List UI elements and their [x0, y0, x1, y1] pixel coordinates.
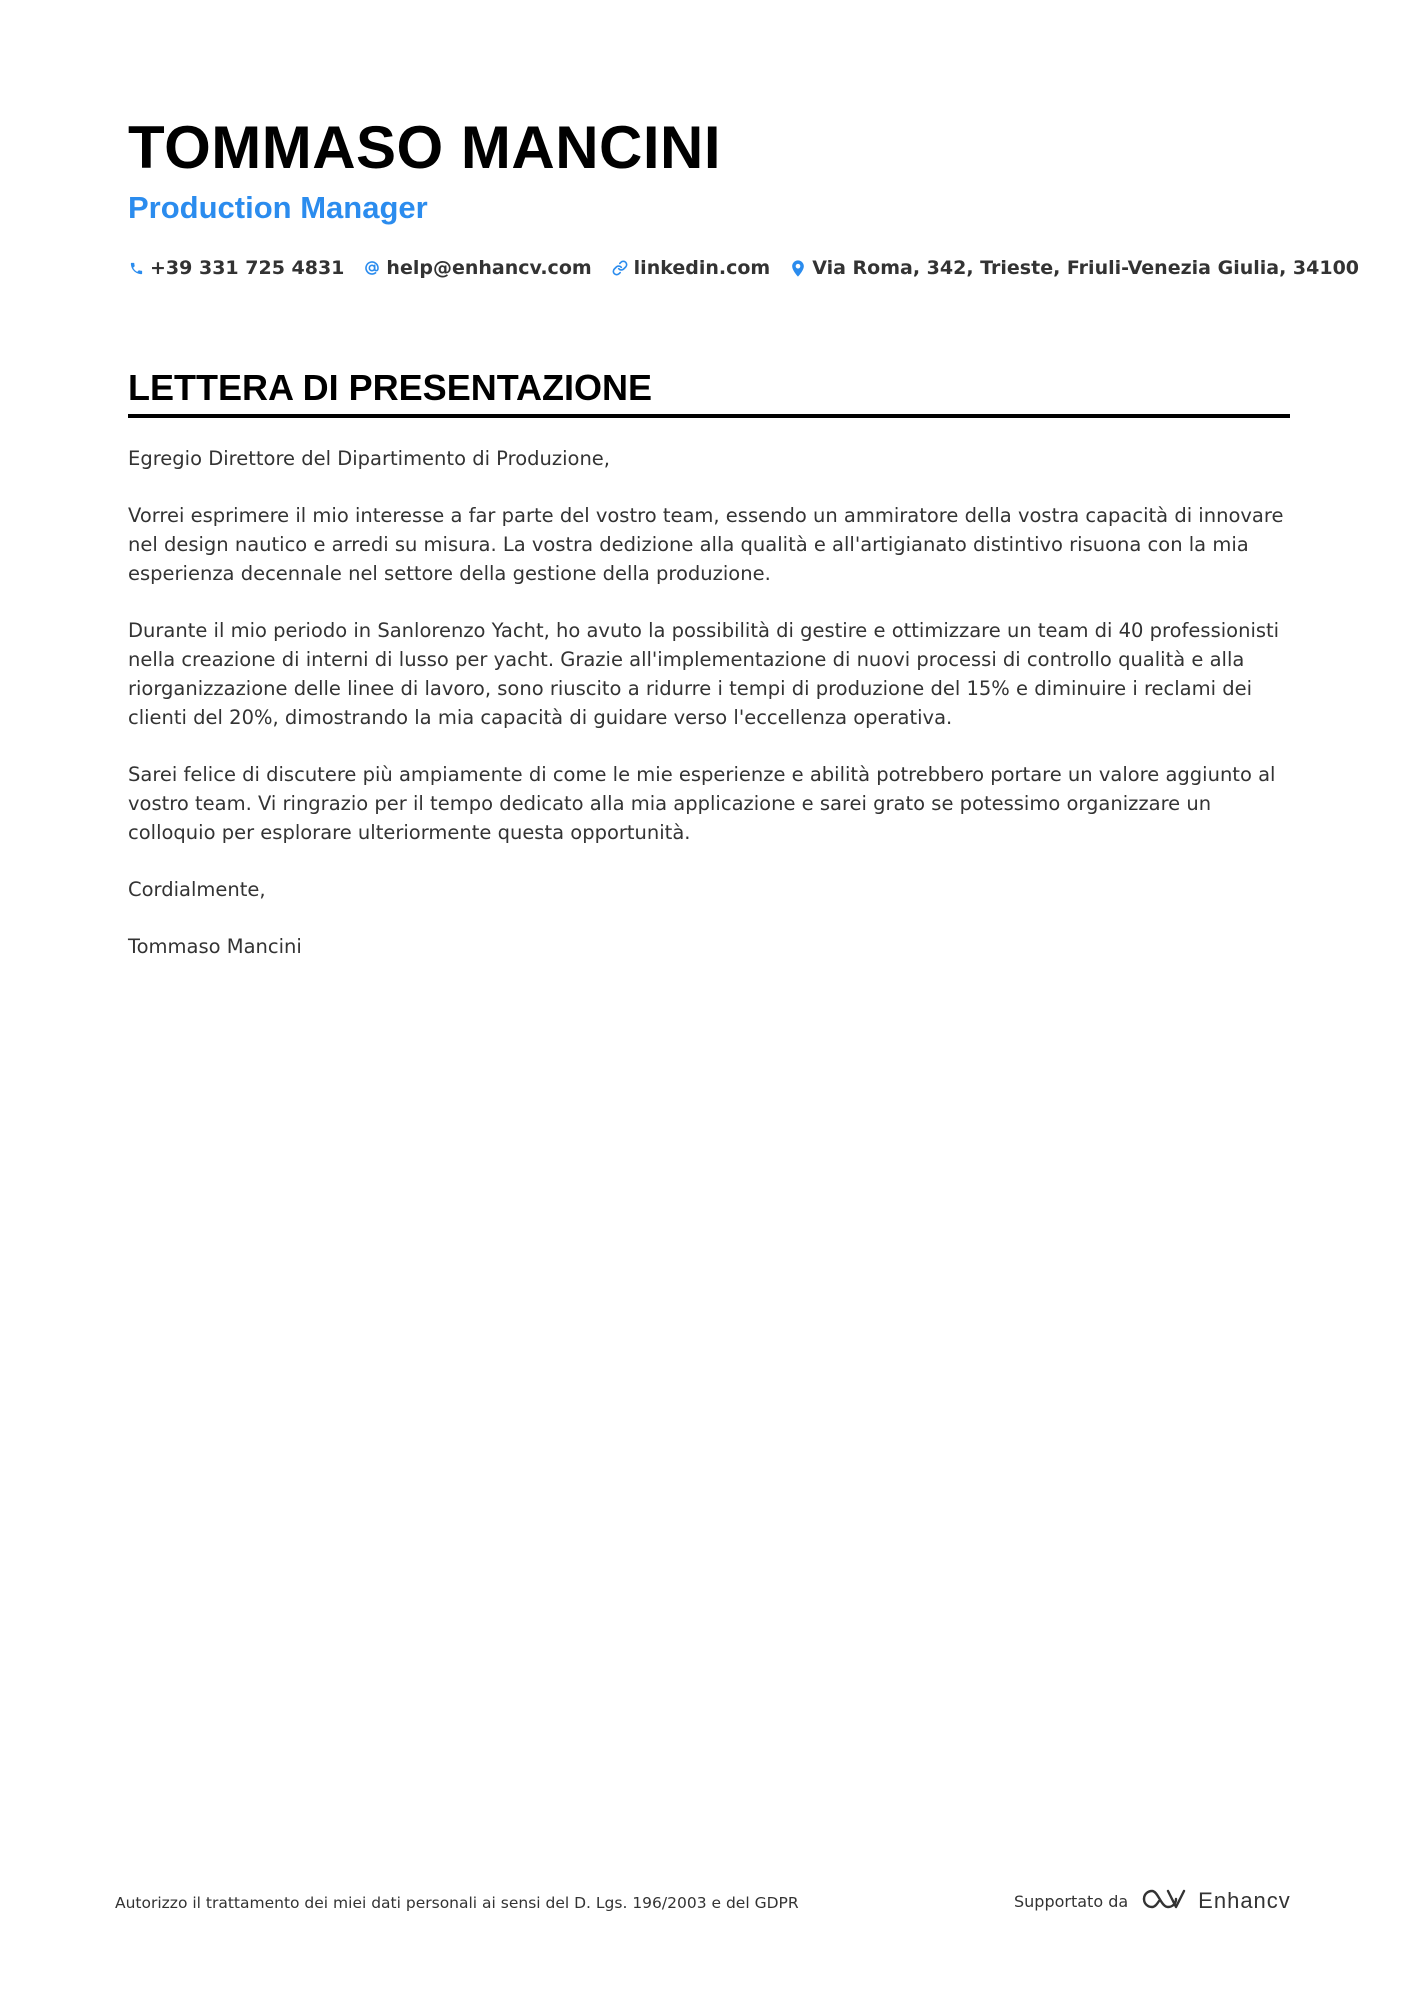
- contact-linkedin-text: linkedin.com: [633, 257, 771, 279]
- signature: Tommaso Mancini: [128, 935, 302, 958]
- paragraph-3: Sarei felice di discutere più ampiamente di come le mie esperienze e abilità potrebbero portare un valore aggiunto al vostro team. Vi ringrazio per il tempo dedicato alla mia applicazione e sarei grato se potessimo organizzare un colloquio per esplorare ulteriormente questa opportunità.: [128, 763, 1276, 844]
- contact-address: [790, 257, 1359, 279]
- paragraph-1: Vorrei esprimere il mio interesse a far parte del vostro team, essendo un ammiratore della vostra capacità di innovare nel design nautico e arredi su misura. La vostra dedizione alla qualità e all'artigianato distintivo risuona con la mia esperienza decennale nel settore della gestione della produzione.: [128, 504, 1284, 585]
- contact-bar: [128, 252, 1360, 284]
- enhancv-logo-icon: [1140, 1886, 1198, 1916]
- letter-section: [128, 366, 1290, 989]
- footer-branding[interactable]: [1014, 1886, 1291, 1916]
- letter-body: [128, 444, 1290, 961]
- salutation: Egregio Direttore del Dipartimento di Produzione,: [128, 447, 610, 470]
- contact-address-text: Via Roma, 342, Trieste, Friuli-Venezia Giulia, 34100: [812, 257, 1360, 279]
- brand-name: Enhancv: [1198, 1888, 1291, 1913]
- contact-email-text: help@enhancv.com: [386, 257, 592, 279]
- contact-phone-text: +39 331 725 4831: [150, 257, 345, 279]
- footer-consent: Autorizzo il trattamento dei miei dati personali ai sensi del D. Lgs. 196/2003 e del GDPR: [115, 1894, 799, 1912]
- contact-email[interactable]: [364, 257, 591, 279]
- contact-linkedin[interactable]: [612, 257, 771, 279]
- closing: Cordialmente,: [128, 878, 266, 901]
- location-pin-icon: [790, 259, 806, 277]
- at-sign-icon: [364, 259, 380, 277]
- job-title: Production Manager: [128, 190, 428, 225]
- link-icon: [612, 259, 628, 277]
- supported-by-label: Supportato da: [1014, 1891, 1129, 1911]
- candidate-name: TOMMASO MANCINI: [128, 114, 722, 181]
- paragraph-2: Durante il mio periodo in Sanlorenzo Yacht, ho avuto la possibilità di gestire e ottimizzare un team di 40 professionisti nella creazione di interni di lusso per yacht. Grazie all'implementazione di nuovi processi di controllo qualità e alla riorganizzazione delle linee di lavoro, sono riuscito a ridurre i tempi di produzione del 15% e diminuire i reclami dei clienti del 20%, dimostrando la mia capacità di guidare verso l'eccellenza operativa.: [128, 619, 1280, 729]
- header: [128, 112, 1360, 284]
- section-title: LETTERA DI PRESENTAZIONE: [128, 366, 1290, 418]
- phone-icon: [128, 259, 144, 277]
- contact-phone: [128, 257, 344, 279]
